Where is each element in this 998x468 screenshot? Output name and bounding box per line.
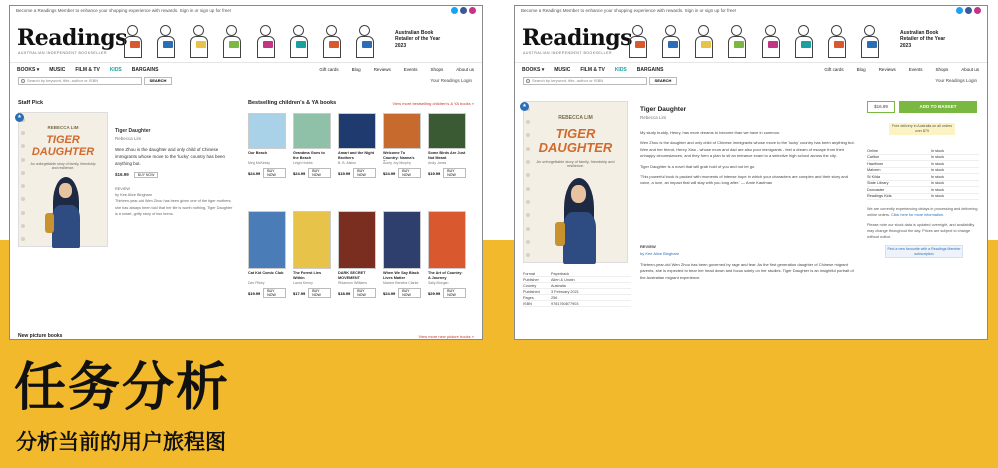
book-price: $19.99 xyxy=(338,170,351,176)
view-all-new-books-link[interactable]: View more new picture books » xyxy=(418,334,474,339)
book-title[interactable]: When We Say Black Lives Matter xyxy=(383,271,420,280)
book-buy-button[interactable]: BUY NOW xyxy=(353,168,376,178)
nav-film-tv[interactable]: FILM & TV xyxy=(580,66,605,73)
book-author: Laura Kenny xyxy=(293,281,313,285)
book-author: Meg McKinlay xyxy=(248,161,270,165)
review-label: REVIEW xyxy=(640,244,656,249)
book-price: $19.99 xyxy=(428,170,441,176)
pick-description: Wen Zhou is the daughter and only child of Chinese immigrants whose move to the 'lucky' country has been anything but. xyxy=(115,147,226,167)
slide-heading: 任务分析 xyxy=(14,358,231,418)
book-price: $29.99 xyxy=(428,290,441,296)
book-tile[interactable] xyxy=(383,211,421,298)
nav-bargains[interactable]: BARGAINS xyxy=(131,66,159,73)
book-author: Maxine Beneba Clarke xyxy=(383,281,419,285)
instagram-icon[interactable] xyxy=(974,7,981,14)
book-cover[interactable] xyxy=(383,113,421,149)
staff-pick-heading: Staff Pick xyxy=(18,100,44,106)
book-tile[interactable] xyxy=(338,113,376,178)
book-title[interactable]: Amari and the Night Brothers xyxy=(338,151,375,160)
util-about[interactable]: About us xyxy=(961,67,979,72)
book-buy-button[interactable]: BUY NOW xyxy=(398,288,421,298)
nav-kids[interactable]: KIDS xyxy=(109,66,122,73)
product-page-screenshot xyxy=(514,5,988,340)
book-tile[interactable] xyxy=(383,113,421,178)
book-tile[interactable] xyxy=(293,211,331,298)
book-price: $24.99 xyxy=(383,290,396,296)
book-author: Andy Jones xyxy=(428,161,447,165)
search-icon xyxy=(526,79,530,83)
twitter-icon[interactable] xyxy=(451,7,458,14)
price-button[interactable]: $16.99 xyxy=(867,101,895,113)
book-tile[interactable] xyxy=(293,113,331,178)
header-illustration xyxy=(627,20,889,60)
book-tile[interactable] xyxy=(338,211,376,298)
util-blog[interactable]: Blog xyxy=(351,67,361,72)
search-row xyxy=(10,76,482,87)
view-all-bestselling-link[interactable]: View more bestselling children's & YA books » xyxy=(392,101,474,106)
nav-music[interactable]: MUSIC xyxy=(49,66,66,73)
book-title[interactable]: Our Beach xyxy=(248,151,268,155)
review-by-link[interactable]: by Kee Alice Bingham xyxy=(640,251,679,256)
product-details-table: Format Paperback Publisher Allen & Unwin Country Australia Published 3 February 2021 Pages 256 ISBN 9781760877903 xyxy=(523,271,631,307)
book-cover[interactable] xyxy=(248,113,286,149)
book-price: $24.99 xyxy=(383,170,396,176)
delay-info-link[interactable]: Click here for more information. xyxy=(891,213,945,218)
book-price: $19.99 xyxy=(248,290,261,296)
book-cover[interactable] xyxy=(428,113,466,149)
nav-books[interactable]: BOOKS ▾ xyxy=(522,66,545,73)
star-badge-icon: ★ xyxy=(15,113,24,122)
util-events[interactable]: Events xyxy=(908,67,923,72)
util-events[interactable]: Events xyxy=(403,67,418,72)
book-title[interactable]: Cat Kid Comic Club xyxy=(248,271,284,275)
facebook-icon[interactable] xyxy=(460,7,467,14)
book-cover[interactable] xyxy=(248,211,286,269)
book-price: $17.99 xyxy=(293,290,306,296)
book-tile[interactable] xyxy=(248,113,286,178)
readings-logo[interactable]: Readings xyxy=(17,25,128,51)
star-badge-icon: ★ xyxy=(520,102,529,111)
book-author: Dav Pilkey xyxy=(248,281,265,285)
util-gift-cards[interactable]: Gift cards xyxy=(824,67,844,72)
slide-subheading: 分析当前的用户旅程图 xyxy=(16,430,226,454)
nav-music[interactable]: MUSIC xyxy=(554,66,571,73)
pick-buy-button[interactable]: BUY NOW xyxy=(134,172,159,178)
util-gift-cards[interactable]: Gift cards xyxy=(319,67,339,72)
book-title[interactable]: Some Birds Are Just Not Meant xyxy=(428,151,466,160)
book-cover[interactable] xyxy=(338,211,376,269)
twitter-icon[interactable] xyxy=(956,7,963,14)
book-buy-button[interactable]: BUY NOW xyxy=(353,288,376,298)
pick-review-text: Thirteen-year-old Wen Zhou has been given one of the tiger mothers; she has always been told that her life is worth nothing, Tiger Daughter is a smart, gritty story of two teens. xyxy=(115,199,233,217)
book-author: Leigh Hobbs xyxy=(293,161,313,165)
site-header xyxy=(515,15,987,63)
book-buy-button[interactable]: BUY NOW xyxy=(308,168,331,178)
book-cover[interactable] xyxy=(293,211,331,269)
instagram-icon[interactable] xyxy=(469,7,476,14)
utility-nav xyxy=(319,67,474,72)
book-title[interactable]: The Art of Country: A Journey xyxy=(428,271,463,280)
staff-pick-cover[interactable]: REBECCA LIM TIGER DAUGHTER An unforgettable story of family, friendship and resilience. xyxy=(18,112,108,247)
pick-review-label: REVIEW xyxy=(115,186,130,191)
book-tile[interactable] xyxy=(428,113,466,178)
book-title[interactable]: The Forest Lies Within xyxy=(293,271,322,280)
login-link[interactable]: Your Readings Login xyxy=(935,78,977,83)
util-reviews[interactable]: Reviews xyxy=(878,67,896,72)
nav-kids[interactable]: KIDS xyxy=(614,66,627,73)
book-author: Sally Morgan xyxy=(428,281,449,285)
social-links xyxy=(451,7,476,14)
nav-books[interactable]: BOOKS ▾ xyxy=(17,66,40,73)
pick-review-by[interactable]: by Kee Alice Bingham xyxy=(115,193,152,198)
book-buy-button[interactable]: BUY NOW xyxy=(443,288,466,298)
book-cover[interactable] xyxy=(293,113,331,149)
util-shops[interactable]: Shops xyxy=(430,67,444,72)
book-tile[interactable] xyxy=(248,211,286,298)
social-links xyxy=(956,7,981,14)
search-button[interactable]: SEARCH xyxy=(649,77,677,85)
header-illustration xyxy=(122,20,384,60)
announcement-bar: Become a Readings Member to enhance your shopping experience with rewards. Sign in or sign up for free! xyxy=(515,6,987,15)
pick-price: $16.99 xyxy=(115,172,129,178)
book-title[interactable]: Welcome To Country: Nanna's xyxy=(383,151,415,160)
pick-title[interactable]: Tiger Daughter xyxy=(115,128,151,134)
facebook-icon[interactable] xyxy=(965,7,972,14)
book-title[interactable]: Grandma Goes to the Beach xyxy=(293,151,325,160)
book-buy-button[interactable]: BUY NOW xyxy=(263,168,286,178)
product-description: My study buddy, Henry, has more dreams to become than we have in common. Wen Zhou is the daughter and only child of Chinese immigrants whose move to the 'lucky' country has been anything but. Wen and her friend, Henry Xiao - whose mum and dad are also poor immigrants - feel a dream of escape from their unhappy circumstances, and they form a plan to sit an entrance exam to a selective high school across the city. Tiger Daughter is a novel that will grab hold of you and not let go. 'This powerful book is packed with moments of intense hope in which your characters are complex and their story and voice, a love, an impact that will stay with you long after.' — Amie Kaufman xyxy=(640,130,855,186)
util-blog[interactable]: Blog xyxy=(856,67,866,72)
util-shops[interactable]: Shops xyxy=(935,67,949,72)
bestselling-heading: Bestselling children's & YA books xyxy=(248,100,337,106)
announcement-text: Become a Readings Member to enhance your shopping experience with rewards. Sign in or sign up for free! xyxy=(16,8,232,13)
book-author: Aunty Joy Murphy xyxy=(383,161,412,165)
membership-promo[interactable]: Find a new favourite with a Readings Member subscription xyxy=(885,245,963,258)
book-cover[interactable] xyxy=(428,211,466,269)
product-author[interactable]: Rebecca Lim xyxy=(640,115,667,120)
site-header xyxy=(10,15,482,63)
util-about[interactable]: About us xyxy=(456,67,474,72)
search-row xyxy=(515,76,987,87)
homepage-screenshot xyxy=(9,5,483,340)
review-text: Thirteen-year-old Wen Zhou has been governed by rage and fear. As the first generation daughter of Chinese migrant parents, she is expected to bear her head down and focus solely on her studies. Tiger Daughter is an insightful portrait of the Australian migrant experience. xyxy=(640,262,854,280)
pick-author[interactable]: Rebecca Lim xyxy=(115,136,142,141)
announcement-bar xyxy=(10,6,482,15)
nav-film-tv[interactable]: FILM & TV xyxy=(75,66,100,73)
staff-pick-info xyxy=(115,128,235,218)
logo-tagline: AUSTRALIAN INDEPENDENT BOOKSELLER xyxy=(523,51,612,55)
book-buy-button[interactable]: BUY NOW xyxy=(308,288,331,298)
search-icon xyxy=(21,79,25,83)
book-author: B. B. Alston xyxy=(338,161,357,165)
main-nav xyxy=(515,63,987,76)
book-cover[interactable] xyxy=(383,211,421,269)
product-cover[interactable]: REBECCA LIM TIGER DAUGHTER An unforgettable story of family, friendship and resilience. xyxy=(523,101,628,263)
product-title: Tiger Daughter xyxy=(640,106,687,113)
book-buy-button[interactable]: BUY NOW xyxy=(443,168,466,178)
book-price: $24.99 xyxy=(248,170,261,176)
search-button[interactable]: SEARCH xyxy=(144,77,172,85)
book-buy-button[interactable]: BUY NOW xyxy=(398,168,421,178)
search-input[interactable]: Search by keyword, title, author or ISBN xyxy=(18,77,142,85)
login-link[interactable]: Your Readings Login xyxy=(430,78,472,83)
nav-bargains[interactable]: BARGAINS xyxy=(636,66,664,73)
logo-tagline: AUSTRALIAN INDEPENDENT BOOKSELLER xyxy=(18,51,107,55)
book-title[interactable]: DARK SECRET MOVEMENT xyxy=(338,271,366,280)
main-nav xyxy=(10,63,482,76)
book-price: $18.99 xyxy=(338,290,351,296)
utility-nav xyxy=(824,67,979,72)
stock-availability-table: Online In stock Carlton In stock Hawthorn In stock Malvern In stock St Kilda In stock State Library In stock Doncaster In stock Readings Kids In stock xyxy=(867,148,979,200)
book-author: Rhiannon Williams xyxy=(338,281,367,285)
award-text: Australian Book Retailer of the Year 2023 xyxy=(900,30,946,49)
add-to-basket-button[interactable]: ADD TO BASKET xyxy=(899,101,977,113)
shipping-note: Free delivery in Australia on all orders over $79 xyxy=(889,123,955,135)
search-input[interactable]: Search by keyword, title, author or ISBN xyxy=(523,77,647,85)
readings-logo[interactable]: Readings xyxy=(522,25,633,51)
book-price: $24.99 xyxy=(293,170,306,176)
order-notes: We are currently experiencing delays in processing and delivering online orders. Click here for more information. Please note our stock data is updated overnight, and availability may change throughout the day. Prices are subject to change without notice. xyxy=(867,207,978,240)
book-tile[interactable] xyxy=(428,211,466,298)
util-reviews[interactable]: Reviews xyxy=(373,67,391,72)
book-buy-button[interactable]: BUY NOW xyxy=(263,288,286,298)
award-text: Australian Book Retailer of the Year 2023 xyxy=(395,30,441,49)
book-cover[interactable] xyxy=(338,113,376,149)
new-picture-books-heading: New picture books xyxy=(18,333,63,339)
